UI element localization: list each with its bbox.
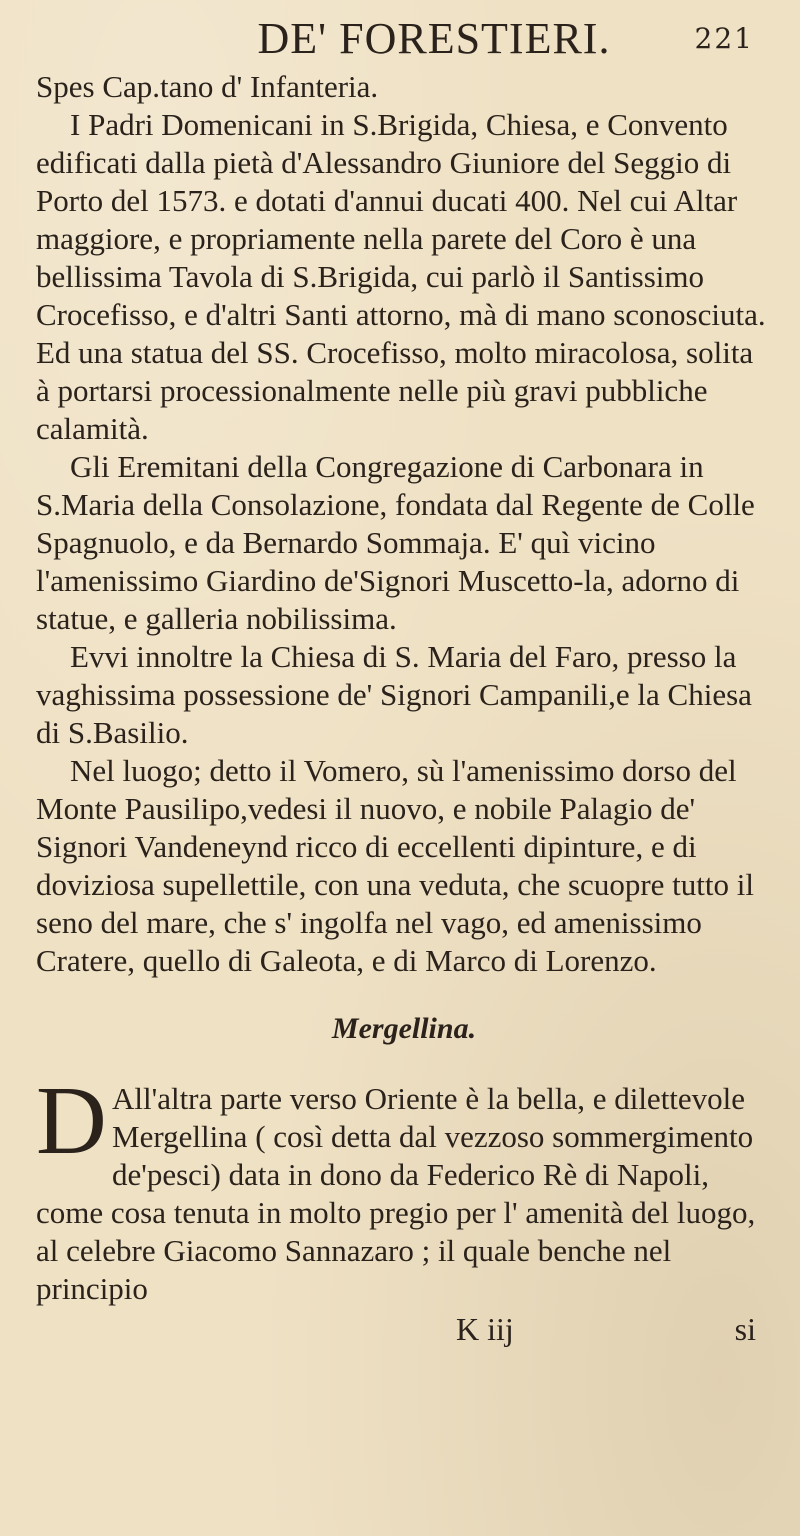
section-heading: Mergellina. [331, 1012, 477, 1045]
running-title: DE' FORESTIERI. [257, 14, 611, 63]
running-head [36, 12, 772, 66]
paragraph-eremitani: Gli Eremitani della Congregazione di Carbonara in S.Maria della Consolazione, fondata dal Regente de Colle Spagnuolo, e da Bernardo Sommaja. E' quì vicino l'amenissimo Giardino de'Signori Muscetto-la, adorno di statue, e galleria nobilissima. [36, 449, 755, 636]
body-text [36, 68, 772, 1350]
footer-signature-line [36, 1308, 772, 1350]
paragraph-vomero: Nel luogo; detto il Vomero, sù l'amenissimo dorso del Monte Pausilipo,vedesi il nuovo, e nobile Palagio de' Signori Vandeneynd ricco di eccellenti dipinture, e di doviziosa supellettile, con una veduta, che scuopre tutto il seno del mare, che s' ingolfa nel vago, ed amenissimo Cratere, quello di Galeota, e di Marco di Lorenzo. [36, 753, 754, 978]
signature-mark: K iij [456, 1311, 514, 1347]
paragraph-faro: Evvi innoltre la Chiesa di S. Maria del Faro, presso la vaghissima possessione de' Signori Campanili,e la Chiesa di S.Basilio. [36, 639, 752, 750]
page-number: 221 [694, 22, 754, 55]
paragraph-mergellina: All'altra parte verso Oriente è la bella, e dilettevole Mergellina ( così detta dal vezzoso sommergimento de'pesci) data in dono da Federico Rè di Napoli, come cosa tenuta in molto pregio per l' amenità del luogo, al celebre Giacomo Sannazaro ; il quale benche nel principio [36, 1081, 756, 1306]
paragraph-dominicans: I Padri Domenicani in S.Brigida, Chiesa, e Convento edificati dalla pietà d'Alessandro Giuniore del Seggio di Porto del 1573. e dotati d'annui ducati 400. Nel cui Altar maggiore, e propriamente nella parete del Coro è una bellissima Tavola di S.Brigida, cui parlò il Santissimo Crocefisso, e d'altri Santi attorno, mà di mano sconosciuta. Ed una statua del SS. Crocefisso, molto miracolosa, solita à portarsi processionalmente nelle più gravi pubbliche calamità. [36, 107, 766, 446]
spes-line: Spes Cap.tano d' Infanteria. [36, 69, 379, 104]
catchword: si [734, 1311, 756, 1347]
mergellina-paragraph-block [36, 1067, 772, 1308]
drop-cap: D [36, 1067, 107, 1175]
